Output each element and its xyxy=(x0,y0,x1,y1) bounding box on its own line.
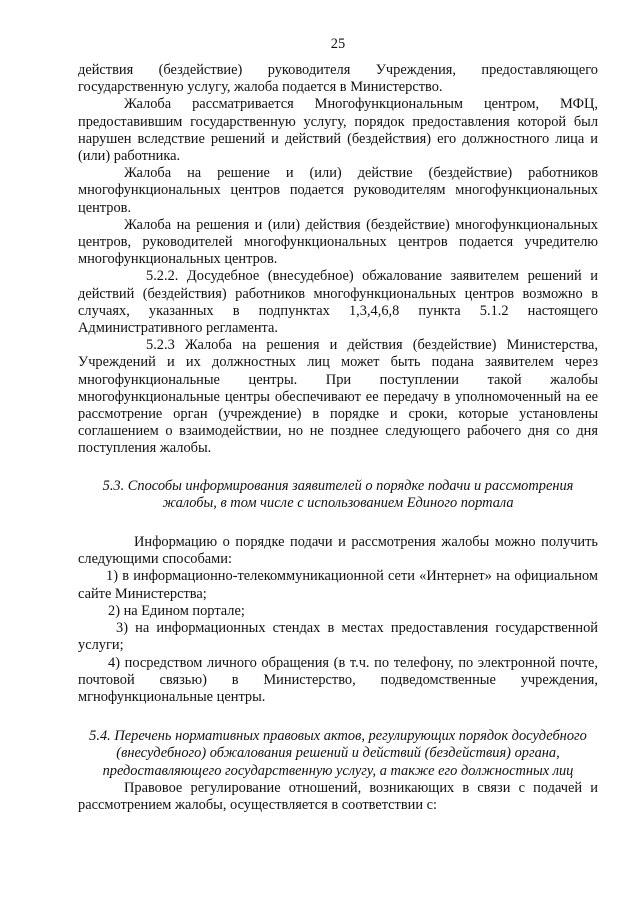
list-item-unified-portal: 2) на Едином портале; xyxy=(108,602,245,619)
paragraph-appeal-to-ministry: действия (бездействие) руководителя Учреждения, предоставляющего государственную услугу, жалоба подается в Министерство. xyxy=(78,62,598,96)
document-body xyxy=(78,62,598,814)
paragraph-legal-regulation: Правовое регулирование отношений, возникающих в связи с подачей и рассмотрением жалобы, осуществляется в соответствии с: xyxy=(78,779,598,813)
paragraph-mfc-workers-complaint: Жалоба на решение и (или) действие (бездействие) работников многофункциональных центров подается руководителям многофункциональных центров. xyxy=(78,165,598,216)
list-item-info-stands: 3) на информационных стендах в местах предоставления государственной услуги; xyxy=(78,620,598,654)
section-heading-5-3: 5.3. Способы информирования заявителей о порядке подачи и рассмотрения жалобы, в том числе с использованием Единого портала xyxy=(102,477,574,511)
paragraph-mfc-review: Жалоба рассматривается Многофункциональным центром, МФЦ, предоставившим государственную услугу, порядок предоставления которой был нарушен вследствие решений и действий (бездействия) его должностного лица и (или) работника. xyxy=(78,96,598,165)
list-item-personal-appeal: 4) посредством личного обращения (в т.ч. по телефону, по электронной почте, почтовой связью) в Министерство, подведомственные учреждения, мгнофункциональные центры. xyxy=(78,654,598,705)
section-heading-5-4: 5.4. Перечень нормативных правовых актов, регулирующих порядок досудебного (внесудебного) обжалования решений и действий (бездействия) органа, предоставляющего государственную услугу, а также его должностных лиц xyxy=(89,728,587,779)
page-number: 25 xyxy=(330,36,346,52)
paragraph-5-2-3: 5.2.3 Жалоба на решения и действия (бездействие) Министерства, Учреждений и их должностных лиц может быть подана заявителем через многофункциональные центры. При поступлении такой жалобы многофункциональные центры обеспечивают ее передачу в уполномоченный на ее рассмотрение орган (учреждение) в порядке и сроки, которые установлены соглашением о взаимодействии, но не позднее следующего рабочего дня со дня поступления жалобы. xyxy=(78,337,598,457)
list-item-internet: 1) в информационно-телекоммуникационной сети «Интернет» на официальном сайте Министерства; xyxy=(78,568,598,602)
paragraph-mfc-heads-complaint: Жалоба на решения и (или) действия (бездействие) многофункциональных центров, руководителей многофункциональных центров подается учредителю многофункциональных центров. xyxy=(78,216,598,268)
paragraph-5-2-2: 5.2.2. Досудебное (внесудебное) обжалование заявителем решений и действий (бездействия) работников многофункциональных центров возможно в случаях, указанных в подпунктах 1,3,4,6,8 пункта 5.1.2 настоящего Административного регламента. xyxy=(78,268,598,337)
paragraph-info-ways-intro: Информацию о порядке подачи и рассмотрения жалобы можно получить следующими способами: xyxy=(78,534,598,568)
